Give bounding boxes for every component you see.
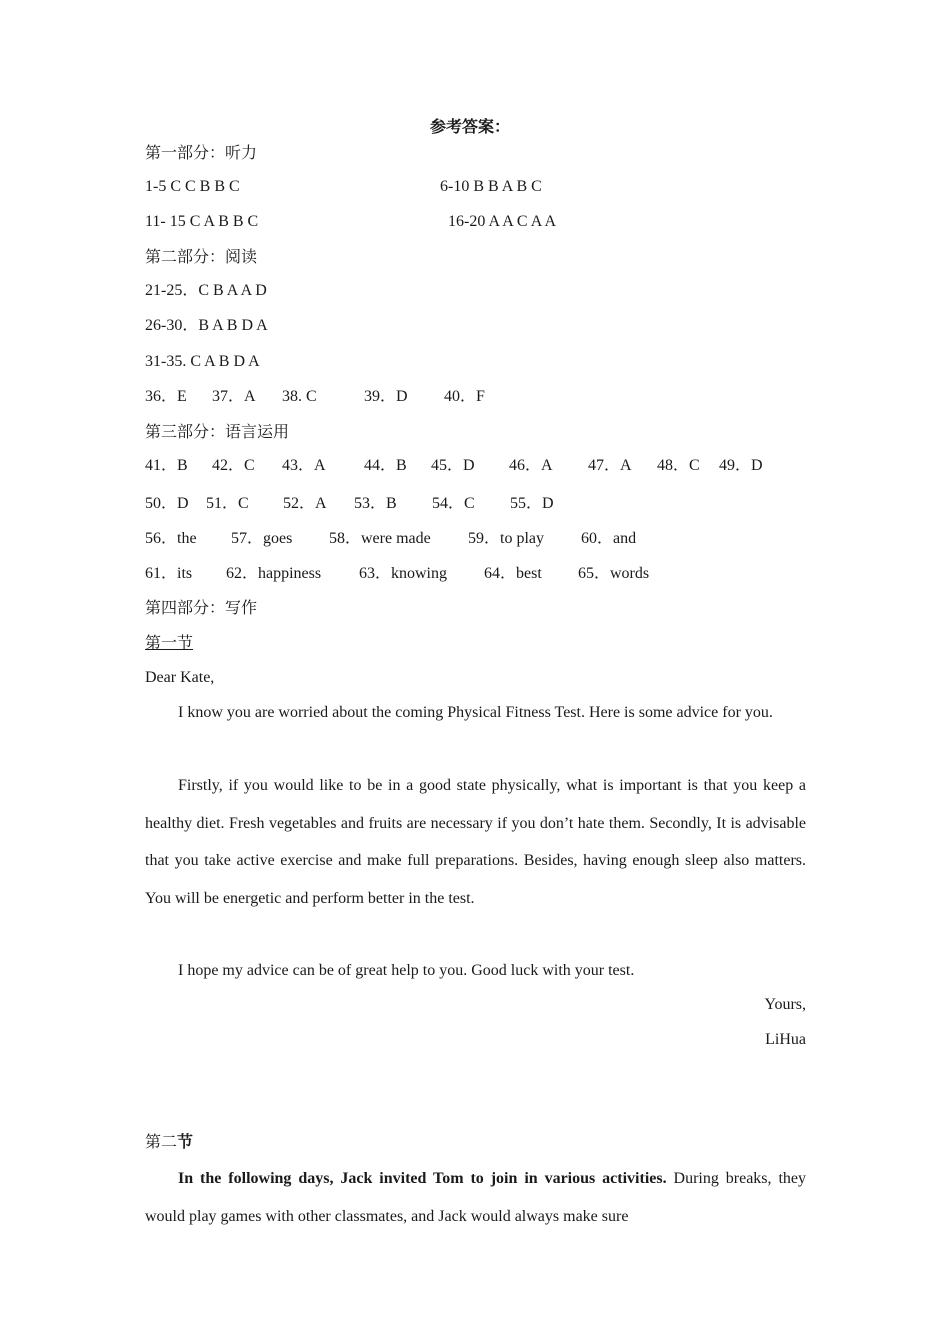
answer-61: 61．its: [145, 565, 193, 582]
answer-36: 36．E: [145, 388, 187, 405]
answers-11-15: 11- 15 C A B B C: [145, 213, 259, 230]
answer-63: 63．knowing: [359, 565, 448, 582]
answers-1-5: 1-5 C C B B C: [145, 178, 240, 195]
answer-65: 65．words: [578, 565, 650, 582]
answers-31-35: 31-35. C A B D A: [145, 353, 260, 370]
answer-62: 62．happiness: [226, 565, 322, 582]
answer-60: 60．and: [581, 530, 637, 547]
letter-signature: LiHua: [765, 1031, 806, 1048]
answer-38: 38. C: [282, 388, 317, 405]
answer-37: 37．A: [212, 388, 256, 405]
section1-heading: 第一节: [145, 635, 194, 652]
continuation-paragraph: [145, 1160, 806, 1235]
answer-57: 57．goes: [231, 530, 293, 547]
letter-paragraph-3: I hope my advice can be of great help to you. Good luck with your test.: [178, 962, 635, 979]
answer-43: 43．A: [282, 457, 326, 474]
section2-heading-a: 第二: [145, 1134, 178, 1151]
part3-heading: 第三部分：语言运用: [145, 424, 290, 441]
answers-21-25: 21-25．C B A A D: [145, 282, 267, 299]
letter-paragraph-1: I know you are worried about the coming Physical Fitness Test. Here is some advice for you.: [178, 704, 773, 721]
answer-51: 51．C: [206, 495, 249, 512]
answer-50: 50．D: [145, 495, 189, 512]
answer-39: 39．D: [364, 388, 408, 405]
answer-44: 44．B: [364, 457, 407, 474]
letter-paragraph-2: Firstly, if you would like to be in a good state physically, what is important is that you keep a healthy diet. Fresh vegetables and fruits are necessary if you don’t hate them. Secondly, It is advisable that you take active exercise and make full preparations. Besides, having enough sleep also matters. You will be energetic and perform better in the test.: [145, 777, 806, 907]
answer-52: 52．A: [283, 495, 327, 512]
part2-heading: 第二部分：阅读: [145, 249, 258, 266]
answer-56: 56．the: [145, 530, 197, 547]
answer-59: 59．to play: [468, 530, 544, 547]
continuation-bold-start: In the following days, Jack invited Tom to join in various activities.: [178, 1170, 667, 1187]
answer-54: 54．C: [432, 495, 475, 512]
answer-42: 42．C: [212, 457, 255, 474]
answer-48: 48．C: [657, 457, 700, 474]
part4-heading: 第四部分：写作: [145, 600, 258, 617]
answer-45: 45．D: [431, 457, 475, 474]
answer-64: 64．best: [484, 565, 542, 582]
answer-58: 58．were made: [329, 530, 431, 547]
section2-heading: [145, 1133, 193, 1153]
answers-26-30: 26-30．B A B D A: [145, 317, 268, 334]
continuation-rest: During breaks, they would play games with other classmates, and Jack would always make sure: [145, 1170, 806, 1225]
answer-40: 40．F: [444, 388, 485, 405]
answer-46: 46．A: [509, 457, 553, 474]
answers-6-10: 6-10 B B A B C: [440, 178, 542, 195]
part1-heading: 第一部分：听力: [145, 145, 258, 162]
answer-47: 47．A: [588, 457, 632, 474]
page-title: 参考答案：: [429, 119, 510, 136]
answer-49: 49．D: [719, 457, 763, 474]
letter-greeting: Dear Kate,: [145, 669, 215, 686]
answer-55: 55．D: [510, 495, 554, 512]
letter-closing: Yours,: [764, 996, 806, 1013]
answers-16-20: 16-20 A A C A A: [448, 213, 557, 230]
answer-41: 41．B: [145, 457, 188, 474]
answer-53: 53．B: [354, 495, 397, 512]
section2-heading-b: 节: [177, 1134, 194, 1151]
